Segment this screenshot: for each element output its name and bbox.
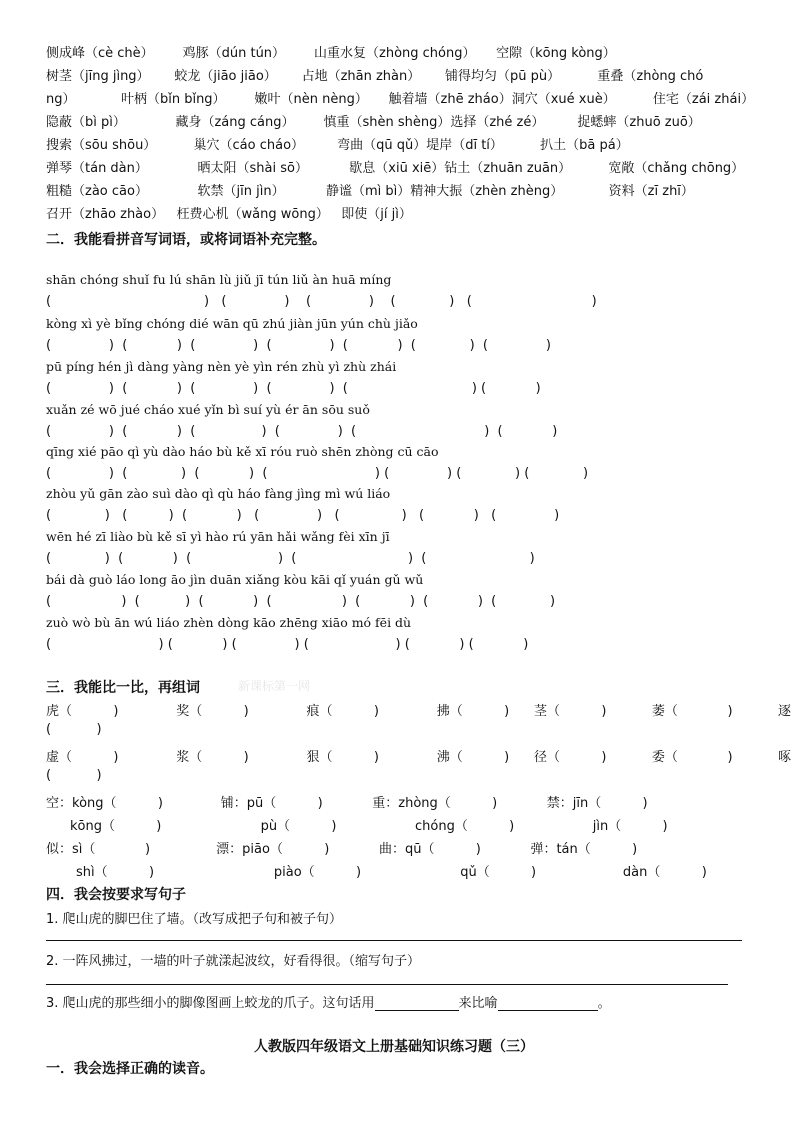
item: 触着墙（zhē zháo）洞穴（xué xuè） (388, 92, 616, 107)
sentence-task-2: 2. 一阵风拂过，一墙的叶子就漾起波纹，好看得很。（缩写句子） (46, 954, 421, 969)
polyphone-row-1: 空：kòng（ ) 铺：pū（ ) 重：zhòng（ ) 禁：jīn（ ) (46, 796, 648, 811)
section-heading-2: 二．我能看拼音写词语，或将词语补充完整。 (46, 232, 326, 248)
item: 软禁（jīn jìn） (197, 184, 285, 199)
answer-blanks-row-8[interactable]: ( ) ( ) ( ) ( ) ( ) ( ) ( ) (46, 594, 556, 609)
sentence-task-1: 1. 爬山虎的脚巴住了墙。（改写成把子句和被子句） (46, 912, 343, 927)
item: 重叠（zhòng chó (597, 69, 704, 84)
pinyin-row-6: zhòu yǔ gān zào suì dào qì qù háo fàng jìng mì wú liáo (46, 486, 391, 501)
item: 宽敞（chǎng chōng） (608, 161, 745, 176)
pinyin-row-9: zuò wò bù ān wú liáo zhèn dòng kāo zhēng xiāo mó fēi dù (46, 615, 412, 630)
answer-line-2[interactable] (46, 984, 728, 985)
answer-line-1[interactable] (46, 940, 742, 941)
pinyin-row-7: wēn hé zī liào bù kě sī yì hào rú yān hǎi wǎng fèi xīn jī (46, 529, 390, 544)
polyphone-row-2: kōng（ ) pù（ ) chóng（ ) jìn（ ) (70, 819, 668, 834)
blank-field[interactable] (375, 995, 459, 1011)
section-heading-3: 三．我能比一比，再组词 (46, 680, 200, 696)
item: 弯曲（qū qǔ）堤岸（dī tí） (337, 138, 503, 153)
item: 歇息（xiū xiē）钻土（zhuān zuān） (349, 161, 572, 176)
pinyin-row-2: kòng xì yè bǐng chóng dié wān qū zhú jiàn jūn yún chù jiǎo (46, 316, 418, 331)
item: 侧成峰（cè chè） (46, 46, 154, 61)
item: 粗糙（zào cāo） (46, 184, 148, 199)
polyphone-row-4: shì（ ) piào（ ) qǔ（ ) dàn（ ) (76, 865, 707, 880)
compare-row-2-wrap: ( ) (46, 768, 102, 783)
answer-blanks-row-7[interactable]: ( ) ( ) ( ) ( ) ( ) (46, 551, 535, 566)
item: 召开（zhāo zhào） (46, 207, 165, 222)
answer-blanks-row-6[interactable]: ( ) ( ) ( ) ( ) ( ) ( ) ( ) (46, 508, 560, 523)
pronunciation-line-4 (46, 114, 701, 132)
item: 枉费心机（wǎng wōng） (176, 207, 329, 222)
item: 藏身（záng cáng） (175, 115, 295, 130)
compare-row-1-wrap: ( ) (46, 722, 102, 737)
answer-blanks-row-1[interactable]: ( ) ( ) ( ) ( ) ( ) (46, 294, 597, 309)
item: 铺得均匀（pū pù） (445, 69, 561, 84)
pronunciation-line-6 (46, 160, 744, 178)
section-heading-4: 四．我会按要求写句子 (46, 887, 186, 903)
item: 嫩叶（nèn nèng） (254, 92, 368, 107)
pinyin-row-5: qīng xié pāo qì yù dào háo bù kě xī róu ruò shēn zhòng cū cāo (46, 444, 439, 459)
answer-blanks-row-9[interactable]: ( ) ( ) ( ) ( ) ( ) ( ) (46, 637, 529, 652)
item: 扒土（bā pá） (540, 138, 629, 153)
item: 搜索（sōu shōu） (46, 138, 157, 153)
item: 巢穴（cáo cháo） (193, 138, 305, 153)
watermark: 新课标第一网 (238, 679, 311, 693)
item: 静谧（mì bì）精神大振（zhèn zhèng） (325, 184, 564, 199)
answer-blanks-row-3[interactable]: ( ) ( ) ( ) ( ) ( ) ( ) (46, 381, 541, 396)
pronunciation-line-8 (46, 206, 412, 224)
answer-blanks-row-4[interactable]: ( ) ( ) ( ) ( ) ( ) ( ) (46, 424, 558, 439)
item: 住宅（zái zhái） (652, 92, 755, 107)
item: 慎重（shèn shèng）选择（zhé zé） (323, 115, 545, 130)
compare-row-1: 虎（ ) 奖（ ) 痕（ ) 拂（ ) 茎（ ) 萎（ ) 逐 (46, 704, 792, 719)
pronunciation-line-3 (46, 91, 754, 109)
item: 弹琴（tán dàn） (46, 161, 148, 176)
pronunciation-line-5 (46, 137, 629, 155)
item: 空隙（kōng kòng） (496, 46, 616, 61)
item: ng） (46, 92, 76, 107)
polyphone-row-3: 似：sì（ ) 漂：piāo（ ) 曲：qū（ ) 弹：tán（ ) (46, 842, 638, 857)
item: 山重水复（zhòng chóng） (314, 46, 476, 61)
item: 晒太阳（shài sō） (197, 161, 308, 176)
pinyin-row-3: pū píng hén jì dàng yàng nèn yè yìn rén zhù yì zhù zhái (46, 359, 397, 374)
item: 即使（jí jì） (341, 207, 412, 222)
item: 树茎（jīng jìng） (46, 69, 150, 84)
pinyin-row-8: bái dà guò láo long āo jìn duān xiǎng kòu kāi qǐ yuán gǔ wǔ (46, 572, 424, 587)
item: 叶柄（bǐn bǐng） (120, 92, 226, 107)
pinyin-row-1: shān chóng shuǐ fu lú shān lù jiǔ jī tún liǔ àn huā míng (46, 272, 392, 287)
item: 鸡豚（dún tún） (182, 46, 286, 61)
pronunciation-line-2 (46, 68, 703, 86)
pronunciation-line-7 (46, 183, 694, 201)
pinyin-row-4: xuǎn zé wō jué cháo xué yǐn bì suí yù ér ān sōu suǒ (46, 402, 370, 417)
compare-row-2: 虚（ ) 浆（ ) 狠（ ) 沸（ ) 径（ ) 委（ ) 啄 (46, 750, 792, 765)
sentence-task-3: 3. 爬山虎的那些细小的脚像图画上蛟龙的爪子。这句话用 来比喻 。 (46, 996, 611, 1011)
answer-blanks-row-2[interactable]: ( ) ( ) ( ) ( ) ( ) ( ) ( ) (46, 338, 551, 353)
item: 隐蔽（bì pì） (46, 115, 126, 130)
item: 占地（zhān zhàn） (301, 69, 421, 84)
blank-field[interactable] (498, 995, 598, 1011)
section-heading-1: 一．我会选择正确的读音。 (46, 1061, 214, 1077)
exercise-set-title: 人教版四年级语文上册基础知识练习题（三） (254, 1039, 534, 1055)
item: 捉蟋蟀（zhuō zuō） (577, 115, 701, 130)
item: 资料（zī zhī） (608, 184, 694, 199)
pronunciation-line-1 (46, 45, 616, 63)
item: 蛟龙（jiāo jiāo） (174, 69, 277, 84)
answer-blanks-row-5[interactable]: ( ) ( ) ( ) ( ) ( ) ( ) ( ) (46, 466, 589, 481)
